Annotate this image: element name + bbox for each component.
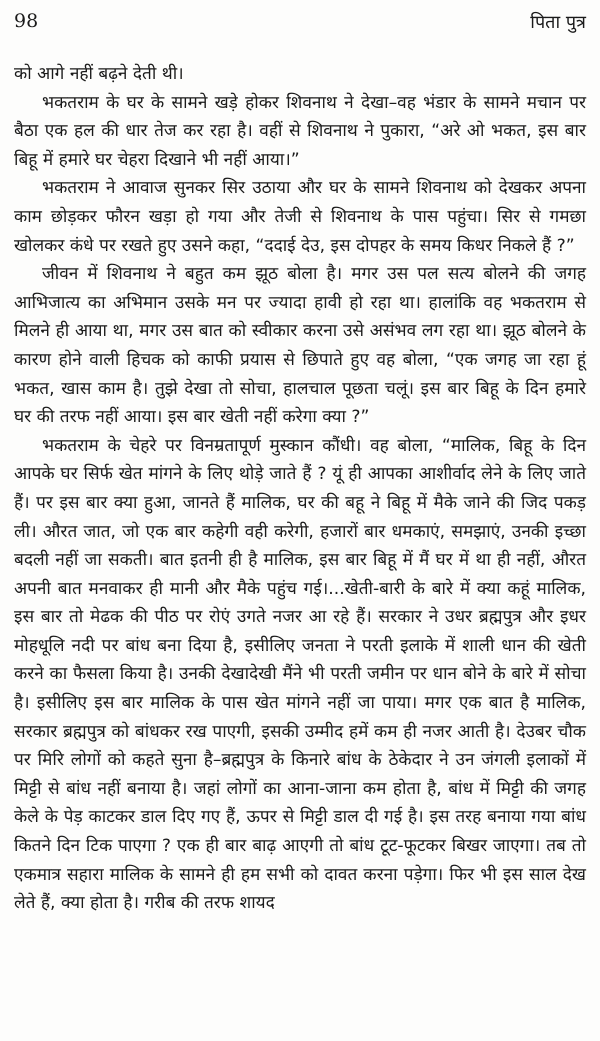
paragraph: भकतराम के चेहरे पर विनम्रतापूर्ण मुस्कान कौंधी। वह बोला, “मालिक, बिहू के दिन आपके घर सिर्फ खेत मांगने के लिए थोड़े जाते हैं ? यूं ही आपका आशीर्वाद लेने के लिए जाते हैं। पर इस बार क्या हुआ, जानते हैं मालिक, घर की बहू ने बिहू में मैके जाने की जिद पकड़ ली। औरत जात, जो एक बार कहेगी वही करेगी, हजारों बार धमकाएं, समझाएं, उनकी इच्छा बदली नहीं जा सकती। बात इतनी ही है मालिक, इस बार बिहू में मैं घर में था ही नहीं, औरत अपनी बात मनवाकर ही मानी और मैके पहुंच गई।...खेती-बारी के बारे में क्या कहूं मालिक, इस बार तो मेढक की पीठ पर रोएं उगते नजर आ रहे हैं। सरकार ने उधर ब्रह्मपुत्र और इधर मोहधूलि नदी पर बांध बना दिया है, इसीलिए जनता ने परती इलाके में शाली धान की खेती करने का फैसला किया है। उनकी देखादेखी मैंने भी परती जमीन पर धान बोने के बारे में सोचा है। इसीलिए इस बार मालिक के पास खेत मांगने नहीं जा पाया। मगर एक बात है मालिक, सरकार ब्रह्मपुत्र को बांधकर रख पाएगी, इसकी उम्मीद हमें कम ही नजर आती है। देउबर चौक पर मिरि लोगों को कहते सुना है–ब्रह्मपुत्र के किनारे बांध के ठेकेदार ने उन जंगली इलाकों में मिट्टी से बांध नहीं बनाया है। जहां लोगों का आना-जाना कम होता है, बांध में मिट्टी की जगह केले के पेड़ काटकर डाल दिए गए हैं, ऊपर से मिट्टी डाल दी गई है। इस तरह बनाया गया बांध कितने दिन टिक पाएगा ? एक ही बार बाढ़ आएगी तो बांध टूट-फूटकर बिखर जाएगा। तब तो एकमात्र सहारा मालिक के सामने ही हम सभी को दावत करना पड़ेगा। फिर भी इस साल देख लेते हैं, क्या होता है। गरीब की तरफ शायद xyxy=(14,435,586,914)
paragraph: जीवन में शिवनाथ ने बहुत कम झूठ बोला है। मगर उस पल सत्य बोलने की जगह आभिजात्य का अभिमान उसके मन पर ज्यादा हावी हो रहा था। हालांकि वह भकतराम से मिलने ही आया था, मगर उस बात को स्वीकार करना उसे असंभव लग रहा था। झूठ बोलने के कारण होने वाली हिचक को काफी प्रयास से छिपाते हुए वह बोला, “एक जगह जा रहा हूं भकत, खास काम है। तुझे देखा तो सोचा, हालचाल पूछता चलूं। इस बार बिहू के दिन हमारे घर की तरफ नहीं आया। इस बार खेती नहीं करेगा क्या ?” xyxy=(14,264,586,428)
paragraph: भकतराम ने आवाज सुनकर सिर उठाया और घर के सामने शिवनाथ को देखकर अपना काम छोड़कर फौरन खड़ा हो गया और तेजी से शिवनाथ के पास पहुंचा। सिर से गमछा खोलकर कंधे पर रखते हुए उसने कहा, “ददाई देउ, इस दोपहर के समय किधर निकले हैं ?” xyxy=(14,178,586,256)
running-title: पिता पुत्र xyxy=(530,12,586,33)
paragraph-continuation: को आगे नहीं बढ़ने देती थी। xyxy=(14,64,184,84)
body-text xyxy=(14,60,586,918)
page-header xyxy=(14,10,586,44)
page-number: 98 xyxy=(14,10,39,32)
paragraph: भकतराम के घर के सामने खड़े होकर शिवनाथ ने देखा–वह भंडार के सामने मचान पर बैठा एक हल की धार तेज कर रहा है। वहीं से शिवनाथ ने पुकारा, “अरे ओ भकत, इस बार बिहू में हमारे घर चेहरा दिखाने भी नहीं आया।” xyxy=(14,92,586,170)
